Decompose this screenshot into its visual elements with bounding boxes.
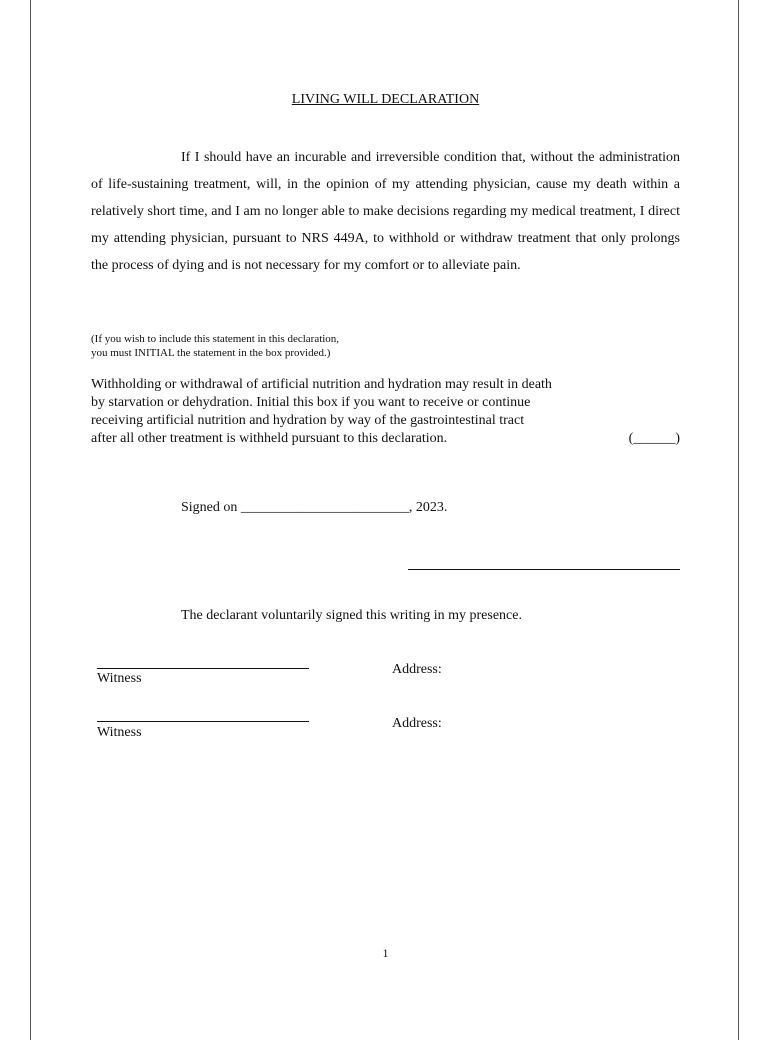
page-number: 1 bbox=[382, 946, 389, 960]
witness-label: Witness bbox=[97, 671, 142, 686]
option-line: after all other treatment is withheld pursuant to this declaration. bbox=[91, 431, 448, 446]
document-title: LIVING WILL DECLARATION bbox=[291, 92, 480, 107]
option-line: by starvation or dehydration. Initial this box if you want to receive or continue bbox=[91, 395, 531, 410]
witness-signature-line[interactable] bbox=[97, 721, 309, 722]
option-line: receiving artificial nutrition and hydration by way of the gastrointestinal tract bbox=[91, 413, 525, 428]
address-label: Address: bbox=[392, 716, 442, 731]
signed-on-line[interactable]: Signed on ________________________, 2023. bbox=[181, 500, 448, 515]
initial-box[interactable]: (______) bbox=[628, 431, 680, 446]
option-line: Withholding or withdrawal of artificial nutrition and hydration may result in death bbox=[91, 377, 552, 392]
note-line: (If you wish to include this statement in this declaration, bbox=[91, 333, 340, 345]
document-page bbox=[30, 0, 739, 1040]
declaration-paragraph: If I should have an incurable and irreversible condition that, without the administration of life-sustaining treatment, will, in the opinion of my attending physician, cause my death within a relatively short time, and I am no longer able to make decisions regarding my medical treatment, I direct my attending physician, pursuant to NRS 449A, to withhold or withdraw treatment that only prolongs the process of dying and is not necessary for my comfort or to alleviate pain. bbox=[91, 150, 680, 273]
initial-instruction-note bbox=[91, 332, 491, 360]
witness-signature-line[interactable] bbox=[97, 668, 309, 669]
address-label: Address: bbox=[392, 662, 442, 677]
witness-label: Witness bbox=[97, 725, 142, 740]
witness-statement: The declarant voluntarily signed this writing in my presence. bbox=[181, 608, 522, 623]
note-line: you must INITIAL the statement in the box provided.) bbox=[91, 347, 331, 359]
declarant-signature-line[interactable] bbox=[408, 569, 680, 570]
nutrition-hydration-option bbox=[91, 376, 680, 448]
